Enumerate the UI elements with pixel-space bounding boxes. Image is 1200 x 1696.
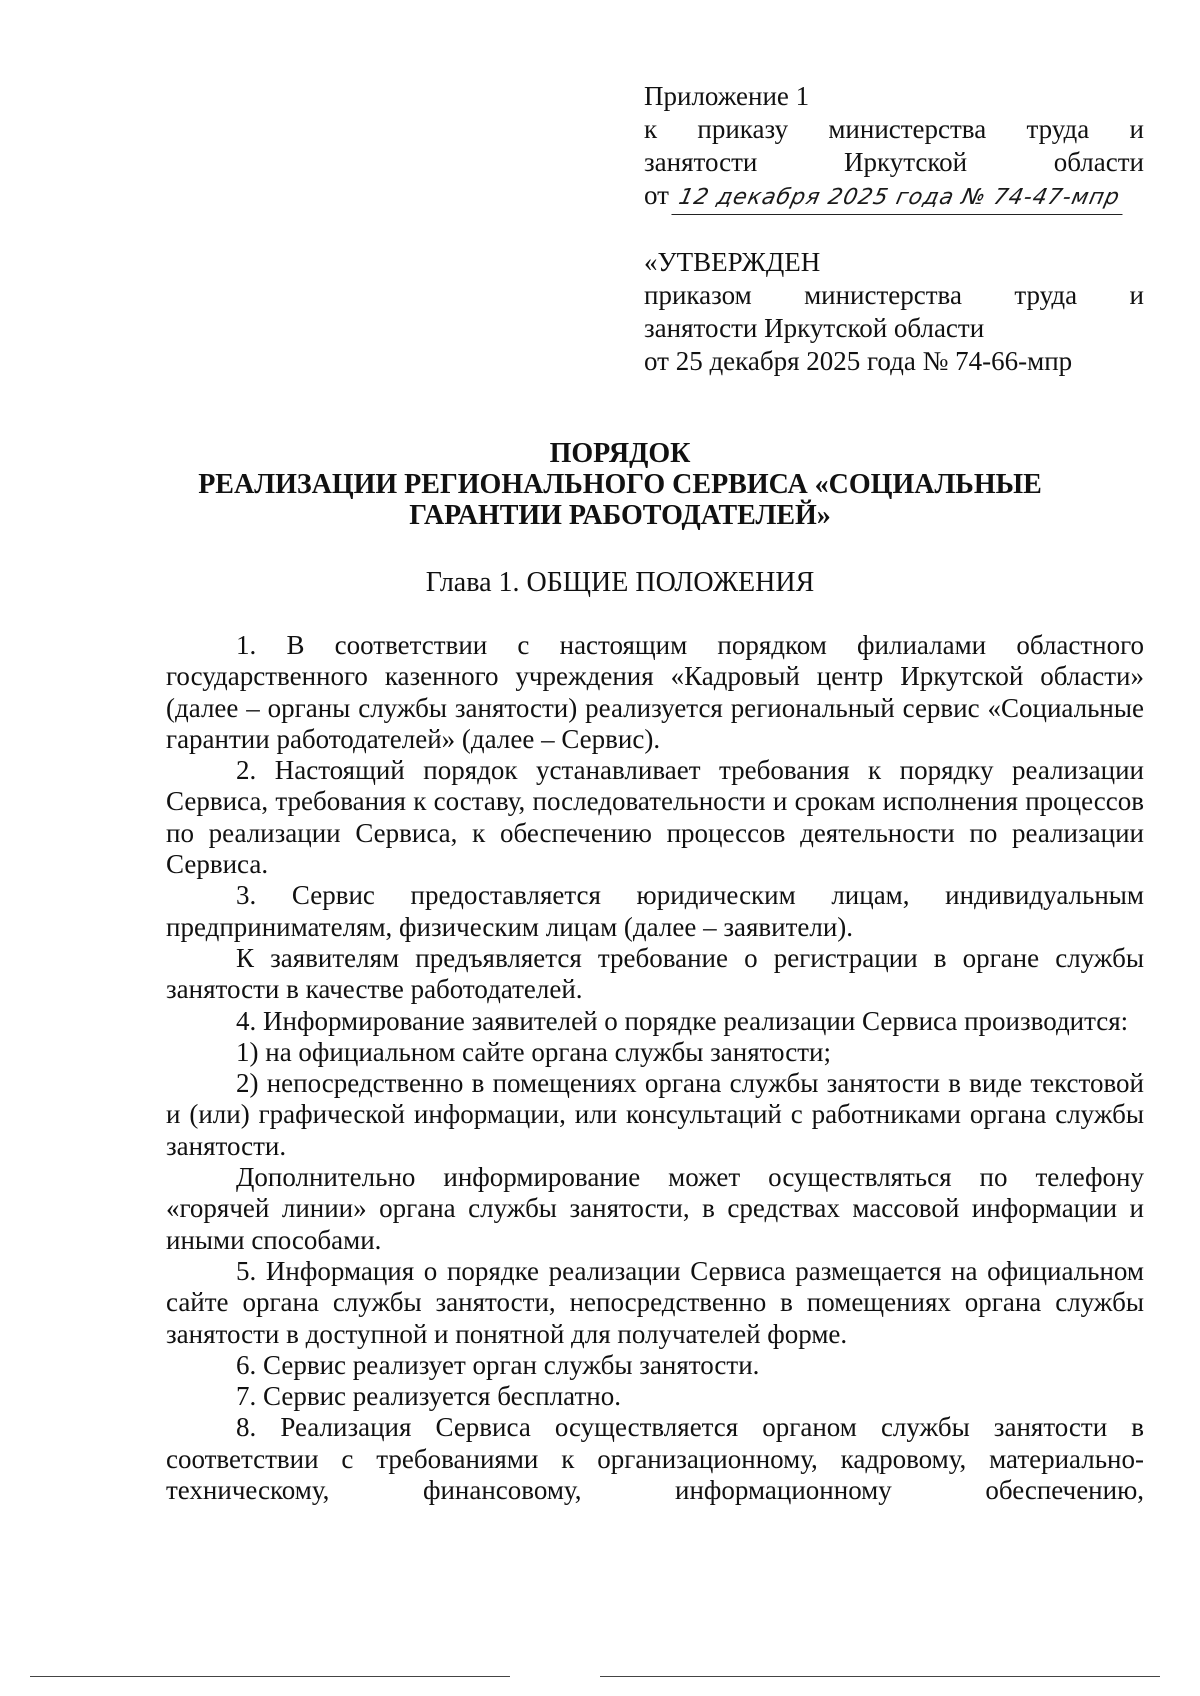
appendix-title: Приложение 1: [644, 81, 810, 111]
paragraph-7: 7. Сервис реализуется бесплатно.: [236, 1381, 621, 1412]
scan-edge-line-left: [30, 1676, 510, 1677]
approved-heading: «УТВЕРЖДЕН: [644, 247, 821, 277]
paragraph-4: 4. Информирование заявителей о порядке реализации Сервиса производится:: [236, 1005, 1129, 1036]
paragraph-8: 8. Реализация Сервиса осуществляется органом службы занятости в соответствии с требованиями к организационному, кадровому, материально-техническому, финансовому, информационному обеспечению,: [166, 1412, 1144, 1506]
title-line-3: ГАРАНТИИ РАБОТОДАТЕЛЕЙ»: [409, 500, 831, 531]
appendix-line-3: занятости Иркутской области: [644, 147, 1144, 177]
paragraph-4-item-1: 1) на официальном сайте органа службы занятости;: [236, 1036, 831, 1067]
approved-line-2: приказом министерства труда и: [644, 280, 1144, 310]
paragraph-6: 6. Сервис реализует орган службы занятости.: [236, 1349, 760, 1380]
appendix-date-line: от 12 декабря 2025 года № 74-47-мпр: [644, 179, 1144, 215]
paragraph-5: 5. Информация о порядке реализации Сервиса размещается на официальном сайте органа службы занятости, непосредственно в помещениях органа службы занятости в доступной и понятной для получателей форме.: [166, 1255, 1144, 1349]
paragraph-3: 3. Сервис предоставляется юридическим лицам, индивидуальным предпринимателям, физическим лицам (далее – заявители).: [166, 880, 1144, 942]
scan-edge-line-right: [600, 1676, 1160, 1677]
document-title: [160, 438, 1080, 531]
paragraph-1: 1. В соответствии с настоящим порядком филиалами областного государственного казенного учреждения «Кадровый центр Иркутской области» (далее – органы службы занятости) реализуется региональный сервис «Социальные гарантии работодателей» (далее – Сервис).: [166, 630, 1144, 754]
paragraph-4-additional: Дополнительно информирование может осуществляться по телефону «горячей линии» органа службы занятости, в средствах массовой информации и иными способами.: [166, 1162, 1144, 1255]
appendix-line-2: к приказу министерства труда и: [644, 114, 1144, 144]
title-line-2: РЕАЛИЗАЦИИ РЕГИОНАЛЬНОГО СЕРВИСА «СОЦИАЛЬНЫЕ: [198, 469, 1042, 500]
handwritten-date-signature: 12 декабря 2025 года № 74-47-мпр: [671, 181, 1129, 215]
paragraph-3-applicants: К заявителям предъявляется требование о регистрации в органе службы занятости в качестве работодателей.: [166, 942, 1144, 1005]
paragraph-2: 2. Настоящий порядок устанавливает требования к порядку реализации Сервиса, требования к составу, последовательности и срокам исполнения процессов по реализации Сервиса, к обеспечению процессов деятельности по реализации Сервиса.: [166, 755, 1144, 880]
approved-line-3: занятости Иркутской области: [644, 313, 985, 343]
title-line-1: ПОРЯДОК: [549, 438, 691, 469]
document-body: [166, 630, 1144, 1506]
paragraph-4-item-2: 2) непосредственно в помещениях органа службы занятости в виде текстовой и (или) графической информации, или консультаций с работниками органа службы занятости.: [166, 1068, 1144, 1161]
appendix-header: [644, 80, 1144, 378]
chapter-heading: Глава 1. ОБЩИЕ ПОЛОЖЕНИЯ: [425, 567, 815, 598]
approved-line-4: от 25 декабря 2025 года № 74-66-мпр: [644, 346, 1073, 376]
